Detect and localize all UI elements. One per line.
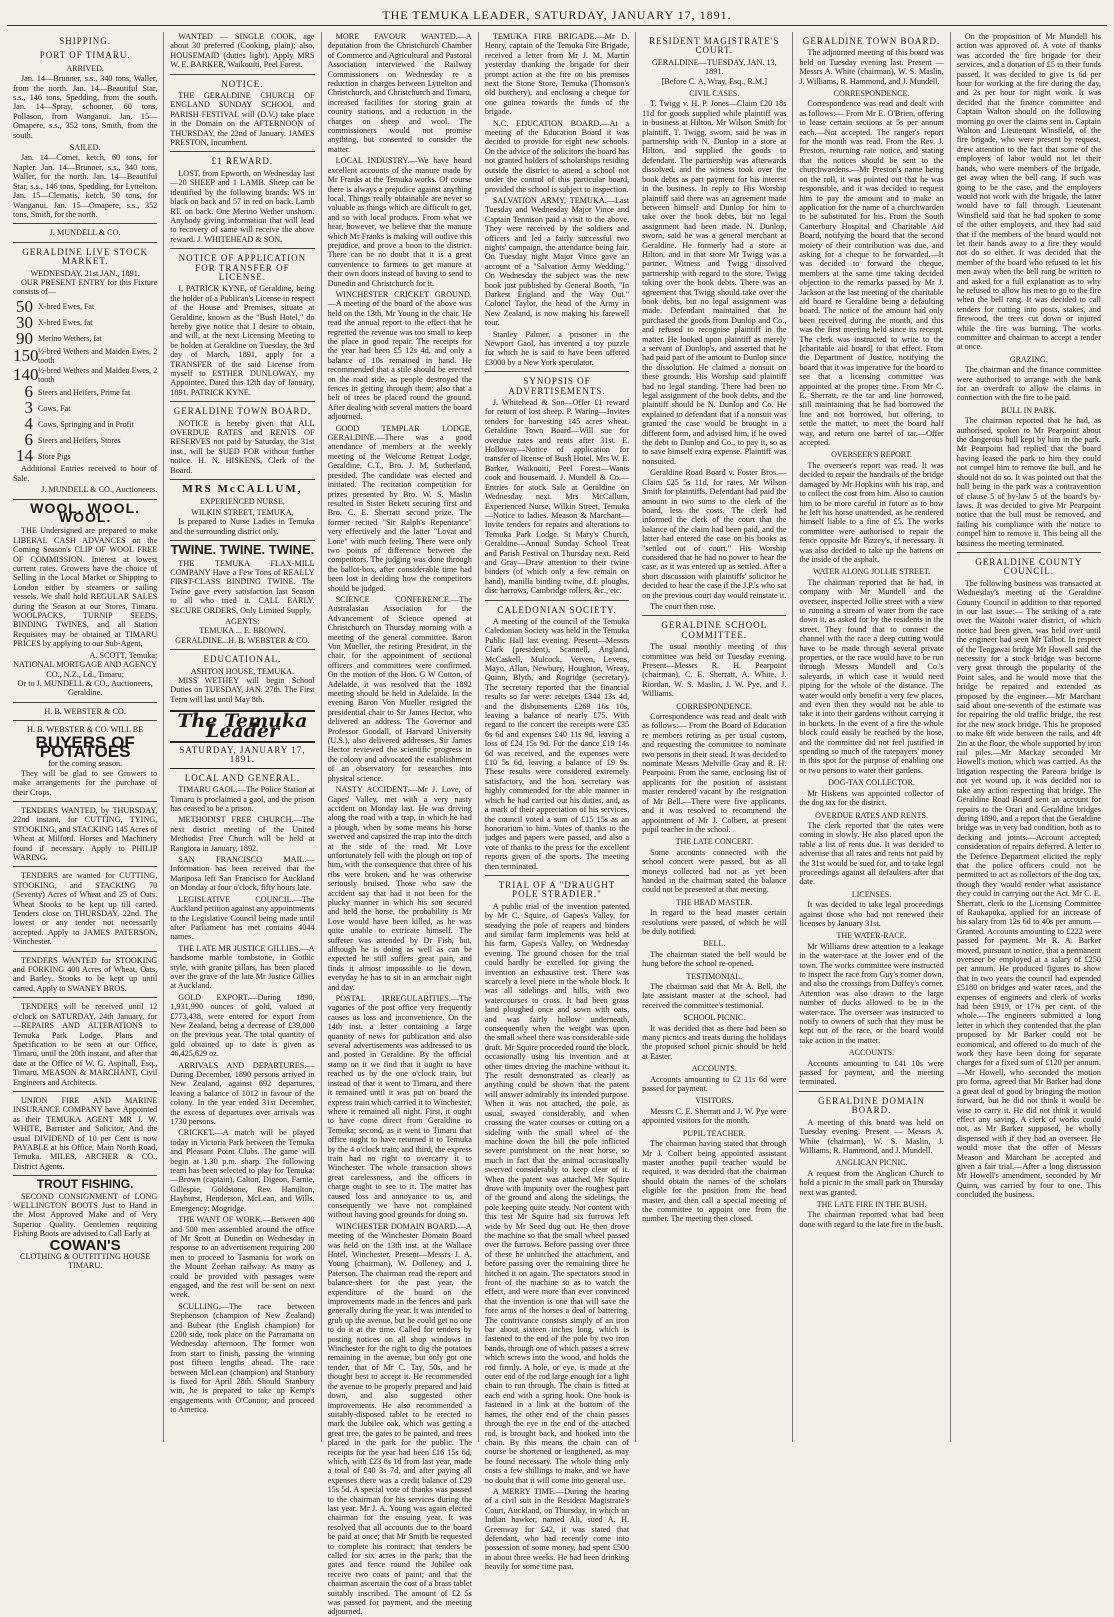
wool-nma: NATIONAL MORTGAGE AND AGENCY CO., N.Z., Ld., Timaru; [13, 660, 158, 679]
divider [13, 1091, 157, 1092]
stock-count: 50 [16, 296, 33, 316]
twine-banner: TWINE. TWINE. TWINE. [170, 542, 315, 558]
agents-list: TEMUKA ... E. BROWN. GERALDINE...H. B. WEBSTER & CO. [175, 626, 310, 645]
news-item: LOCAL INDUSTRY.—We have heard excellent accounts of the manure made by Mr Franks at the Temuka works. Of course there is always a prejudice against anything local. Things really obtainable are never so valuable as things which are difficult to get, and so with local products. From what we hear, however, we believe that the manure which Mr Franks is making will outlive this prejudice, and prove a boon to the district. There can be no doubt that it is a great convenience to farmers to get manure at their own doors instead of having to send to Dunedin and Christchurch for it. [327, 156, 472, 288]
school-corr: Correspondence was read and dealt with as follows:— From the Board of Education re members retiring as per usual custom, and requesting the committee to nominate two persons in their stead. It was decided to nominate Messrs Melville Gray and R. H. Pearpoint. From the same, enclosing list of applicants for the position of assistant master rendered vacant by the resignation of Mr Bell.—There were five applicants, and it was resolved to recommend the appointment of Mr J. Colbert, at present pupil teacher in the school. [642, 712, 787, 834]
school-heading: GERALDINE SCHOOL COMMITTEE. [661, 620, 768, 640]
visitors-text: Messrs C. E. Sherratt and J. W. Pye were appointed visitors for the month. [642, 1106, 787, 1126]
livestock-heading: GERALDINE LIVE STOCK MARKET. [22, 246, 149, 267]
divider [799, 1091, 943, 1092]
rates-heading: OVERDUE RATES AND RENTS. [815, 810, 928, 820]
stock-desc: X-bred Ewes, fat [38, 318, 93, 328]
nurse-sub: EXPERIENCED NURSE, [199, 497, 285, 507]
column-1 [7, 32, 164, 1442]
wool-text: THE Undersigned are prepared to make LIBERAL CASH ADVANCES on the Coming Season's CLIP OF WOOL FREE OF COMMISSION. Interest at lowest current rates. Growers have the choice of Selling in the Local Market or Shipping to London either by steamers or sailing vessels. We shall hold REGULAR SALES during the Season at our Stores, Timaru. WOOLPACKS, TURNIP SEEDS, BINDING TWINES, and all Station Requisites may be obtained at TIMARU PRICES by applying to our Sub-Agent, [13, 526, 158, 649]
divider [13, 1175, 157, 1176]
license-heading: NOTICE OF APPLICATION FOR TRANSFER OF LICENSE. [178, 253, 307, 282]
waterrace-text: Mr Williams drew attention to a leakage in the water-race at the lower end of the town. The works committee were instructed to inspect the race from Guy's corner down, and also the crossings from Duffey's corner. Attention was also drawn to the large number of ducks allowed to be in the water-race. The overseer was instructed to notify to owners of such that they must be kept out of the race, or the board would take action in the matter. [799, 941, 944, 1045]
news-item: POSTAL IRREGULARITIES.—The vagaries of the post office very frequently causes us loss and inconvenience. On the 14th inst. a letter containing a large quantity of news for publication and also several advertisements was addressed to us and posted in Geraldine. By the official stamp on it we find that it ought to have reached us by the one o'clock train, but instead of that it went to Timaru, and there it remained until it was put on board the express train which carried it to Winchester, where it remained all night. First, it ought to have come direct from Geraldine to Temuka; second, as it went to Timaru that office ought to have returned it to Temuka by the 4 o'clock train; and third, the express train had no right to overcarry it to Winchester. The whole transaction shows great carelessness, and the officers in charge ought to see to it. The matter has caused loss and annoyance to us, and consequently we have not complained without having good grounds for doing so. [327, 994, 472, 1220]
divider [485, 600, 629, 601]
visitors-heading: VISITORS. [695, 1096, 734, 1106]
port-heading: PORT OF TIMARU. [39, 50, 131, 61]
notice-heading: NOTICE. [221, 78, 264, 89]
court-case: Geraldine Road Board v. Foster Bros.—Claim £25 5s 11d, for rates. Mr Wilson Smith for plaintiffs. Defendant had paid the amount in two sums to the clerk of the board, less the costs. The clerk had informed the clerk of the court that the balance of the claim had been paid, and the latter had entered the case on his books as "settled out of court." His Worship considered that he had no power to hear the case, as it was entered up as settled. After a short discussion with plaintiffs' solicitor he decided to hear the case if the J.P.'s who sat on the previous court day would reinstate it. [642, 468, 787, 600]
column-5 [636, 32, 793, 1442]
divider [170, 649, 314, 650]
accounts-heading: ACCOUNTS. [691, 1064, 737, 1074]
column-6 [793, 32, 950, 1442]
caledonian-heading: CALEDONIAN SOCIETY. [497, 604, 617, 615]
wool-agent: A. SCOTT, Temuka; [89, 650, 158, 660]
news-item: WINCHESTER DOMAIN BOARD.—A meeting of the Winchester Domain Board was held on the 13th inst. at the Wallace Hotel, Winchester. Present—Messrs J. A. Young (chairman), W. Dolleney, and J. Paterson. The chairman read the report and balance-sheet for the past year, the expenditure of the board on the improvements made in the fences and park generally during the year. It was intended to grub up the avenue, but he could get no one to do it at the time. Called for tenders by posting notices on all shop windows in Winchester for the right to dig the potatoes remaining in the avenue, but only got one tender, that of Mr C. Tay, 50s, and he thought best to accept it. He recommended the avenue to be properly prepared and laid down, and also suggested other improvements. He also recommended a suitably-disposed tablet to be erected to mark the Jubilee oak, which was getting a great tree, the gates to be painted, and trees placed in the park for the public. The receipts for the year had been £16 15s 6d, which, with £23 8s 1d from last year, made a total of £40 3s 7d, and after paying all expenses there was a credit balance of £29 15s 5d. A special vote of thanks was passed to the chairman for his services during the last year. Mr J. A. Young was again elected chairman for the ensuing year. It was resolved that all accounts due to the board be paid at once; that Mr Smith be requested to complete his contract; that tenders be called for six acres in the park; that the gates and fence round the Jubilee oak receive two coats of paint; and that the chairman ascertain the cost of a brass tablet suitably inscribed. The amount of £2 5s was passed for payment, and the meeting adjourned. [327, 1221, 472, 1617]
columns [7, 32, 1107, 1617]
stock-desc: ½-bred Wethers and Maiden Ewes, 2 tooth [38, 365, 158, 384]
stock-count: 4 [24, 414, 33, 434]
divider [13, 801, 157, 802]
overseer-text: The overseer's report was read. It was decided to repair the handrails of the bridge damaged by Mr Hopkins with his trap, and to collect the cost from him. Also to caution him to be more careful in future as to how he left his horse unattended, as he rendered himself liable to a fine of £5. The works committee were authorised to repair the fence opposite Mr Pizzey's, if necessary. It was also decided to take up the battens on the inside of the asphalt. [799, 460, 944, 564]
trial-text: A public trial of the invention patented by Mr C. Squire, of Gapes's Valley, for steadying the pole of reapers and binders and similar farm implements was held at his farm, Gapes's Valley, on Wednesday evening. The ground chosen for the trial could hardly be excelled for giving the invention an exhaustive test. There was scarcely a level piece in the whole block. It was all sidelings and hills, with two watercourses to cross. It had been grass land ploughed once and sown with oats, and was fairly hollow underneath, consequently when the weight was upon the small wheel there was considerable side draft. Mr Squire proceeded round the block, occasionally using his invention and at other times driving the machine without it. The result demonstrated as clearly as anything could be shown that the patent will answer admirably its intended purpose. When it was not attached, the pole, as usual, swayed considerably, and when crossing the water courses or cutting on a sideling with the small wheel of the machine down the hill the pole inflicted severe punishment on the near horse, so much in fact that the animal occasionally swerved considerably to keep clear of it. When the patent was attached Mr Squire drove with impunity over the roughest part of the ground and along the sidelings, the pole keeping quite steady. Not content with this test Mr Squire had six furrows left wide by Mr Seed dug out. He then drove the machine so that the small wheel passed over the furrows. Before passing over three of these he unhitched the attachment, and before passing over the remaining three he hitched it on again. The spectators stood in front of the machine so as to watch the effect, and were more than ever convinced that the invention is one that will save the fore arms of the horses a deal of battering. The contrivance consists simply of an iron bar about sixteen inches long, which is fastened to the end of the pole by two iron bands, through one of which passes a screw which screws into the wood, and holds the rod firmly. A hole, or eye, is made at the outer end of the rod large enough for a light chain to run through. The chain is fitted at each end with a spring hook. One hook is fastened in a link at the bottom of the hames, the other end of the chain passes through the eye in the end of the attached rod, is brought back, and hooked into the chain. By this means the chain can of course be shortened or lengthened, as may be found necessary. The whole thing only costs a few shillings to make, and we have no doubt that it will come into general use. [484, 901, 630, 1485]
notice-text: THE GERALDINE CHURCH OF ENGLAND SUNDAY SCHOOL and PARISH FESTIVAL will (D.V.) take place in the Domain on the AFTERNOON of THURSDAY, the 22nd of January. JAMES PRESTON, Incumbent. [170, 91, 315, 148]
board-text: NOTICE is hereby given that ALL OVERDUE RATES and RENTS OF RESERVES not paid by Saturday, the 31st inst., will be SUED FOR without further notice. H. N. HISKENS, Clerk of the Board. [170, 418, 315, 475]
webster-header: H. B. WEBSTER & CO. [44, 706, 126, 716]
bushfire-text: The chairman reported what had been done with regard to the late fire in the bush. [799, 1210, 944, 1229]
court-heading: RESIDENT MAGISTRATE'S COURT. [649, 36, 780, 56]
potatoes-text: They will be glad to see Growers to make arrangements for the purchase of their Crops. [13, 768, 158, 797]
tenders-waring: TENDERS WANTED, by THURSDAY, 22nd instant, for CUTTING, TYING, STOOKING, and STACKING 145 Acres of Wheat at Milford. Horses and Machinery found if necessary. Apply to PHILIP WARING. [13, 805, 158, 862]
trial-heading: TRIAL OF A "DRAUGHT POLE STRADIER." [498, 879, 616, 900]
tenders-swaney: TENDERS WANTED for STOOKING and FORKING 400 Acres of Wheat, Oats, and Barley. Stooks to be kept up until carted. Apply to SWANEY BROS. [13, 955, 158, 993]
local-item: SAN FRANCISCO MAIL.—Information has been received that the Mariposa left San Francisco for Auckland on Monday at four o'clock, fifty hours late. [170, 855, 315, 893]
domain-text: A meeting of this board was held on Tuesday evening. Present — Messrs A. White (chairman), W. S. Maslin, J. Williams, R. Hammond, and J. Mundell. [799, 1117, 944, 1155]
reward-heading: £1 REWARD. [211, 156, 274, 167]
divider [13, 720, 157, 721]
column-4 [479, 32, 636, 1572]
mundell-header: J. MUNDELL & CO. [49, 228, 121, 238]
stock-count: 6 [24, 382, 33, 402]
newspaper-page [7, 6, 1107, 1617]
shipping-heading: SHIPPING. [59, 36, 112, 46]
synopsis-text: J. Whitehead & Son—Offer £1 reward for return of lost sheep. P. Waring—Invites tenders for harvesting 145 acres wheat. Geraldine Town Board—Will sue for overdue rates and rents after 31st. E. Holloway—Notice of application for transfer of license of Bush Hotel. Mrs W. E. Barker, Waikouiti, Peel Forest—Wants cook and housemaid. J. Mundell & Co.—Entries for stock Sale at Geraldine on Wednesday next. Mrs McCallum, Experienced Nurse, Wilkin Street, Temuka—Notice to ladies. Meason & Marchant—Invite tenders for repairs and alterations to Temuka Park Lodge. St Mary's Church, Geraldine—Annual Sunday School Treat and Parish Festival on Thursday next. Reid and Gray—Draw attention to their twine binders (of which only a few remain on hand), manilla binding twine, d.f. ploughs, disc harrows, Cambridge rollers, &c., etc. [484, 398, 630, 596]
bull-heading: BULL IN PARK. [1001, 405, 1057, 415]
local-item: SCULLING.—The race between Stephenson (champion of New Zealand) and Bubear (the English champion) for £200 side, took place on the Parramatta on Wednesday afternoon. The former won from start to finish, passing the winning post fifteen lengths ahead. The race between McLean (champion) and Stanbury is fixed for April 28th. Should Stanbury win, he is prepared to take up Kemp's engagements with O'Connor, and proceed to America. [170, 1301, 315, 1415]
dogtax-text: Mr Hiskens was appointed collector of the dog tax for the district. [799, 788, 944, 808]
merry-time: A MERRY TIME.—During the hearing of a civil suit in the Resident Magistrate's Court, Auckland, on Thursday, in which an Indian hawker, named Ali, sued A. H. Greenway for £42, it was stated that defendant, who had recently come into possession of some money, had spent £500 in about three weeks. He had been drinking heavily for some time past, [484, 1486, 630, 1572]
cowan-banner: COWAN'S [49, 1236, 121, 1254]
edu-text: MISS WETHEY will begin School Duties on TUESDAY, JAN. 27th. The First Term will last until May 8th. [170, 675, 315, 704]
news-item: MORE FAVOUR WANTED.—A deputation from the Christchurch Chamber of Commerce and Agricultural and Pastoral Association interviewed the Railway Commissioners on Wednesday re a reduction in charges between Lyttelton and Christchurch, and Christchurch and Timaru, increased facilities for storing grain at country stations, and a reduction in the charges on sheep and wool. The commissioners would not promise anything, but consented to consider the matter. [327, 32, 472, 154]
divider [170, 401, 314, 402]
stock-desc: Store Pigs [38, 451, 71, 461]
union-insurance: UNION FIRE AND MARINE INSURANCE COMPANY have Appointed as their TEMUKA AGENT MR J. W. WHITE, Barrister and Solicitor, And the usual DIVIDEND of 10 per Cent is now PAYABLE at his Office, Main North Road, Temuka. MILES, ARCHER & CO., District Agents. [13, 1095, 158, 1171]
trout-banner: TROUT FISHING. [36, 1177, 134, 1192]
local-item: GOLD EXPORT.—During 1890, 1,931,990 ounces of gold, valued at £773,438, were entered for export from New Zealand, being a decrease of £39,000 on the previous year. The total quantity of gold obtained up to date is given as 46,425,629 oz. [170, 992, 315, 1059]
livestock-date: WEDNESDAY, 21st JAN., 1891. [30, 268, 140, 278]
stock-desc: Cows, Fat [38, 403, 71, 413]
wool-or: Or to J. MUNDELL & CO., Auctioneers, Geraldine. [17, 678, 153, 698]
divider [13, 702, 157, 703]
potatoes-banner: BUYERS OF POTATOES [35, 732, 135, 761]
local-item: THE WANT OF WORK.—Between 400 and 500 men assembled around the office of Mr Scott at Dunedin on Wednesday in response to an advertisement requiring 200 men to proceed to Tasmania for work on the Mount Zeehan railway. As many as could be provided with passages were engaged, and the rest will be sent on next week. [170, 1215, 315, 1300]
school-text: The usual monthly meeting of this committee was held on Tuesday evening. Present—Messrs R. H. Pearpoint (chairman), C. E. Sherratt, A. White, J. Riordan, W. S. Maslin, J. W. Pye, and J. Williams. [642, 642, 787, 699]
twine-text: THE TEMUKA FLAX-MILL COMPANY Have a Few Tons of REALLY FIRST-CLASS BINDING TWINE. The Twine gave every satisfaction last Season to all who tried it. CALL EARLY. SECURE ORDERS, Only Limited Supply. [170, 558, 315, 615]
dateline: SATURDAY, JANUARY 17, 1891. [170, 746, 314, 769]
cook-wanted: WANTED — SINGLE COOK, age about 30 preferred (Cooking, plain); also, HOUSEMAID (duties light). Apply MRS W. E. BARKER, Waikouiti, Peel Forest. [170, 32, 315, 70]
synopsis-heading: SYNOPSIS OF ADVERTISEMENTS. [508, 376, 606, 396]
divider [13, 866, 157, 867]
local-item: TIMARU GAOL.—The Police Station at Timaru is proclaimed a gaol, and the prison has ceased to be a prison. [170, 785, 315, 814]
stock-row [13, 416, 157, 432]
stock-row [13, 296, 157, 316]
license-text: I, PATRICK KYNE, of Geraldine, being the holder of a Publican's License in respect of the House and Premises, situate at Geraldine, known as the "Bush Hotel," do hereby give notice that I desire to obtain, and will, at the next Licensing Meeting to be holden at Geraldine on Tuesday, the 3rd day of March, 1891, apply for a TRANSFER of the said License from myself to ESTHER DUNLOWAY, my Appointee. Dated this 12th day of January, 1891. PATRICK KYNE. [170, 284, 315, 397]
news-item: SCIENCE CONFERENCE.—The Australasian Association for the Advancement of Science opened at Christchurch on Thursday morning with a meeting of the general committee. Baron Von Mueller, the retiring President, in the chair, for the appointment of sectional officers and committees were confirmed. On the motion of the Hon. G W Cotton, of Adelaide, it was resolved that the 1892 meeting should be held in Adelaide. In the evening Baron Von Mueller resigned the presidential chair to Sir James Hector, who delivered an address. The Governor and Professor Goodall, of Harvard University (U.S.), also delivered addresses. Sir James Hector reviewed the scientific progress in the colony and advocated the establishment of an observatory for researches into physical science. [327, 594, 472, 783]
nurse-place: WILKIN STREET, TEMUKA, [191, 507, 294, 517]
domain-heading: GERALDINE DOMAIN BOARD. [818, 1095, 925, 1116]
council-text: The following business was transacted at Wednesday's meeting of the Geraldine County Council in addition to that reported in our last issue:— The striking of a rate over the Waitohi water district, of which notice had been given, was held over until the engineer had seen Mr Talbot. In respect of the Tengawai bridge Mr Howell said the necessity for a stock bridge was become very great through the popularity of the Point sales, and he would move that the bridge be repaired and extended as proposed by the engineer.—Mr Marchant said about one-seventh of the estimate was for repairing the old traffic bridge, the rest for the new stock bridge. This he proposed to make 6ft wide between the rails, and 4ft 2in at the floor, the whole supported by iron rail piles.—Mr Mackay seconded Mr Howell's motion, which was carried. As the litigation respecting the Pareora bridge is not yet wound up, it was decided not to take any action respecting that bridge. The Geraldine Road Board sent an account for repairs to the Orari and Geraldine bridges during 1890, and a report that the Geraldine bridge was in very bad condition, both as to decking and joints.—Account accepted; consideration of repairs deferred. A letter to the Defence Department elicited the reply that the police officers could not be permitted to act as collectors of the dog tax, though they would render what assistance they could in carrying out the Act. Mr C. E. Sherratt, clerk to the Licensing Committee of Raukapuka, applied for an increase of his salary from 12s 6d to 40s per annum.—Granted. Accounts amounting to £222 were passed for payment. Mr R. A. Barker moved, pursuant to notice, that a permanent overseer be employed at a salary of £250 per annum. He produced figures to show that in two years the council had expended £5180 on bridges and water races, and the expenses of engineers and clerk of works had been £919, or 17¾ per cent. of the whole.—The engineers submitted a long letter in which they contended that the plan proposed by Mr Barker could not be economical, and offered to do much of the work they have been doing for separate charges for a fixed sum of £120 per annum.—Mr Howell, who seconded the motion pro forma, agreed that Mr Barker had done a great deal of good by bringing the motion forward, but he did not think it would be wise to carry it. He did not think it would effect any saving. A clerk of works could not, as Mr Barker supposed, be wholly dispensed with if they had an overseer. He would move that the offer of Messrs Meason and Marchant be accepted and given a fair trial.—After a long discussion Mr Howell's amendment, seconded by Mr Quinn, was carried by four to one. This concluded the business. [956, 578, 1101, 1200]
dogtax-heading: DOG-TAX COLLECTOR. [828, 778, 915, 788]
divider [13, 223, 157, 224]
stock-count: 3 [24, 398, 33, 418]
divider [485, 875, 629, 876]
nurse-name: MRS McCALLUM, [182, 483, 303, 496]
court-end: The court then rose. [650, 601, 716, 611]
stock-desc: Steers and Heifers, Prime fat [38, 387, 131, 397]
testimonial-heading: TESTIMONIAL. [686, 971, 743, 981]
accounts-text: Accounts amounting to £2 11s 6d were passed for payment. [642, 1074, 787, 1094]
news-item: NASTY ACCIDENT.—Mr J. Love, of Gapes' Valley, met with a very nasty accident on Monday last. He was driving along the road with a trap, in which he had a plough, when by some means his horse swerved and capsized the trap into the ditch at the side of the road. Mr Love unfortunately fell with the plough on top of him, with the consequence that three of his ribs were broken, and he was otherwise seriously bruised. Those who saw the accident say that had it not been for the plucky manner in which his son secured and held the horse, the probability is Mr Love would have been killed, as he was quite unable to extricate himself. The sufferer was attended by Dr Fish, but, although he is doing as well as can be expected he still suffers great pain, and finds it almost impossible to lie down, everyday he has to sit in an armchair night and day. [327, 785, 472, 992]
court-before: [Before C. A. Wray, Esq., R.M.] [661, 76, 767, 86]
corr-heading: CORRESPONDENCE. [676, 701, 753, 711]
testimonial-text: The chairman said that Mr A. Bell, the late assistant master at the school, had received the committee's testimonial. [642, 982, 787, 1010]
divider [642, 615, 786, 616]
stock-list [13, 296, 158, 466]
bushfire-heading: THE LATE FIRE IN THE BUSH. [816, 1199, 927, 1209]
news-item: N.C. EDUCATION BOARD.—At a meeting of the Education Board it was decided to provide for eight new schools. On the advice of the solicitors the board has not granted holders of scholarships residing outside the district to attend a school not under the control of this particular board, provided the school is subject to inspection. [484, 118, 630, 194]
stock-row [13, 347, 157, 366]
court-case: T. Twigg v. H. P. Jones—Claim £20 18s 11d for goods supplied while plaintiff was in business at Hilton. Mr Wilson Smith for plaintiff. T. Twigg, sworn, said he was in partnership with N. Dunlop in a store at Hilton, and supplied the goods to defendant. The partnership was afterwards dissolved, and the witness took over the book debts as part payment for his interest in the business. In reply to His Worship plaintiff said there was an agreement made between himself and Dunlop for him to take over the book debts, but no legal assignment had been made. N. Dunlop, sworn, said he was a general merchant at Geraldine. He formerly had a store at Hilton, and in that store Mr Twigg was a partner. Witness and Twigg dissolved partnership with regard to the store, Twigg taking over the book debts. There was an agreement that Twigg should take over the book debts, but no legal assignment was made. Defendant maintained that he purchased the goods from Dunlop and Co., and refused to recognise plaintiff in the matter. He looked upon plaintiff as merely a servant of Dunlop's, and asserted that he had paid part of the amount to Dunlop since the dissolution. He claimed a nonsuit on these grounds. His Worship said plaintiff had no legal standing. There had been no legal assignment of the book debts, and the plaintiff should be N. Dunlop and Co. He explained to defendant that if a nonsuit was granted the case would be brought in a different form, and advised him, if he owed the debt to Dunlop and Co., to pay it, so as to save himself extra expense. Plaintiff was nonsuited. [642, 99, 787, 466]
townboard-text: The adjourned meeting of this board was held on Tuesday evening last. Present — Messrs A. White (chairman), W. S. Maslin, J. Williams, R. Hammond, and J. Mundell. [799, 48, 944, 86]
townboard-heading: GERALDINE TOWN BOARD. [802, 36, 941, 46]
licenses-heading: LICENSES. [851, 889, 892, 899]
column-3 [322, 32, 479, 1617]
stock-count: 140 [13, 364, 39, 384]
news-item: Stanley Palmer, a prisoner in the Newport Gaol, has invented a toy puzzle for which he is said to have been offered £3000 by a New York speculator. [484, 329, 630, 367]
grazing-heading: GRAZING. [1009, 354, 1048, 364]
wool-banner: WOOL. WOOL. WOOL. [30, 499, 141, 525]
edu-heading: EDUCATIONAL. [203, 654, 282, 665]
local-item: THE LATE MR JUSTICE GILLIES.—A handsome marble tombstone, in Gothic style, with granite pillars, has been placed over the grave of the late Mr Justice Gillies at Auckland. [170, 943, 315, 991]
pupil-text: The chairman having stated that through Mr J. Colbert being appointed assistant master another pupil teacher would be required, it was decided that the chairman should obtain the names of the scholars eligible for the position from the head master, and then call a special meeting of the committee to appoint one from the number. The meeting then closed. [642, 1139, 787, 1224]
accounts-heading: ACCOUNTS. [848, 1048, 895, 1058]
stock-desc: Merino Wethers, fat [38, 334, 102, 344]
picnic-text: It was decided that as there had been so many picnics and treats during the holidays the proposed school picnic should be held at Easter. [642, 1023, 787, 1061]
stock-desc: Steers and Heifers, Stores [38, 435, 121, 445]
news-item: TEMUKA FIRE BRIGADE.—Mr D. Henry, captain of the Temuka Fire Brigade, received a letter from Mr J. M. Martin yesterday thanking the brigade for their prompt action at the fire on his premises next the Stone Store, Temuka (Thomson's old butchery), and enclosing a cheque for one guinea towards the funds of the brigade. [484, 32, 630, 117]
webster-will: H. B. WEBSTER & CO. WILL BE [27, 725, 144, 735]
bull-text: The chairman reported that he had, as authorised, spoken to Mr Pearpoint about the dangerous bull kept by him in the park. Mr Pearpoint had replied that the board having leased the park to him they could not compel him to remove the bull, and he should not do so. It was pointed out that the bull being in the park was a contravention of clause 5 of by-law 5 of the board's by-laws. It was decided to give Mr Pearpoint notice that the bull must be removed, and failing his compliance with the notice to compel him to remove it. This being all the business the meeting terminated. [956, 416, 1101, 548]
local-item: LEGISLATIVE COUNCIL.—The Auckland petition against any appointments to the Legislative Council being made until after Parliament has met contains 4044 names. [170, 894, 315, 942]
concert-heading: THE LATE CONCERT. [675, 837, 753, 847]
stock-row [13, 384, 157, 400]
licenses-text: It was decided to take legal proceedings against those who had not renewed their licenses by January 31st. [799, 900, 944, 928]
anglican-text: A request from the Anglican Church to hold a picnic in the small park on Thursday next was granted. [799, 1168, 944, 1197]
accounts-text: Accounts amounting to £41 10s were passed for payment, and the meeting terminated. [799, 1058, 944, 1087]
stock-row [13, 366, 157, 385]
townboard-corr: Correspondence was read and dealt with as follows:— From Mr E. O'Brien, offering to lease certain sections at 5s per annum each.—Not accepted. The ranger's report for the month was read. From the Rev. J. Preston, returning rate notice, and stating that the notices should be sent to the churchwardens.—Mr Preston's name being on the roll, it was pointed out that he was responsible, and it was decided to request him to pay the amount and to make an application for the name of a churchwarden to be substituted for his. From the South Canterbury Hospital and Charitable Aid Board, notifying the board that the second moiety of their contribution was due, and asking for a cheque to be forwarded.—It was decided to forward the cheque, members at the same time taking decided objection to the remarks passed by Mr J. Jackson at the last meeting of the charitable aid board re Geraldine being a defaulting board. The notice of the amount had only been received during the month, and this was the first meeting held since its receipt. The clerk was instructed to write to the [charitable aid board] to that effect. From the Department of Justice, notifying the board that it was imperative for the board to see that a licensing committee was appointed at the proper time. From Mr C. E. Sherratt, re the tar and line borrowed, still maintaining that he had borrowed the line and not borrowed, but offering, to settle the matter, to meet the board half way, and return one barrel of tar.—Offer accepted. [799, 99, 944, 448]
divider [170, 151, 314, 152]
bell-heading: BELL. [703, 939, 726, 949]
master-heading: THE HEAD MASTER. [676, 897, 753, 907]
edu-sub: ASHTON HOUSE, TEMUKA. [190, 666, 295, 676]
column-7 [951, 32, 1107, 1442]
rates-text: The clerk reported that the rates were coming in slowly. He also placed upon the table a list of rents due. It was decided to advertise that all rates and rents not paid by the 31st would be sued for, and to take legal proceedings against all defaulters after that date. [799, 820, 944, 887]
local-item: METHODIST FREE CHURCH.—The next district meeting of the United Methodist Free Church will be held at Rangiora in January, 1892. [170, 815, 315, 853]
stock-desc: Cows, Springing and in Profit [38, 419, 134, 429]
council-heading: GERALDINE COUNTY COUNCIL. [975, 556, 1083, 577]
stock-row [13, 400, 157, 416]
local-item: CRICKET.—A match will be played today in Victoria Park between the Temuka and Pleasant Point Clubs. The game will begin at 1.30 p.m. sharp. The following team has been selected to play for Temuka:—Brown (captain), Calton, Digeon, Farnie, Gillespie, Goldstone, Rev. Hamilton, Hayhurst, Henderson, McLean, and Wills. Emergency: Mogridge. [170, 1128, 315, 1213]
news-item: GOOD TEMPLAR LODGE, GERALDINE.—There was a good attendance of members at the weekly meeting of the Welcome Retreat Lodge, Geraldine, C.T., Bro. J. M. Sutherland, presided. The candidate was elected and initiated. The recitation competition for prizes presented by Bro. W. S. Maslin resulted in Sister Bekett securing first and Bro. C. E. Sherratt second prize. The former recited "Sir Ralph's Repentance" very effectively and the latter "Lovat and Lone" with much feeling. There were only two points of difference between the competitors. The judging was done through the ballot-box, after considerable time had been lost in deciding how the competitors should be judged. [327, 423, 472, 593]
stock-row [13, 432, 157, 448]
divider [170, 74, 314, 75]
sailed-heading: SAILED. [69, 143, 101, 153]
water-heading: WATER ALONG JOLLIE STREET. [812, 567, 931, 577]
concert-text: Some accounts connected with the school concert were passed, but as all moneys collected had not as yet been handed in the chairman stated the balance could not be presented at that meeting. [642, 847, 787, 895]
stock-row [13, 312, 157, 332]
local-heading: LOCAL AND GENERAL. [184, 772, 301, 783]
water-text: The chairman reported that he had, in company with Mr Mundell and the overseer, inspected Jollie street with a view to running a stream of water from the race down it, as asked for by the residents in the street. They found that to connect the channel with the race a deep cutting would have to be made through several private properties, or the race would have to be run through Messrs Mundell and Co.'s saleyards, in which case it would need piping for the whole of the distance. The water would only benefit a very few places, and even then they would not be able to take it into their gardens without carrying it in buckets. In the event of a fire the whole block could easily be reached by the hose, and the committee did not feel justified in spending so much of the ratepayers' money in this spot for the purpose of enabling one or two persons to water their gardens. [799, 577, 944, 775]
local-item: ARRIVALS AND DEPARTURES.—During December, 1890 persons arrived in New Zealand, against 692 departures, leaving a balance of 1012 in favour of the colony. In the year ended 31st December, the excess of departures over arrivals was 1730 persons. [170, 1060, 315, 1127]
caledonian-text: A meeting of the council of the Temuka Caledonian Society was held in the Temuka Public Hall last evening. Present—Messrs Clark (president), Scannell, Angland, McCaskell, Mulcock, Veiven, Levens, Mayo, Allan, Newbury, Houghton, Wreay, Quinn, Blyth, and Rogridge (secretary). The secretary reported that the financial results so far were: receipts £344 13s 4d, and the disbursements £269 16s 10s, leaving a balance of nearly £75. With regard to the concert the receipts were £35 6s 6d and expenses £40 11s 9d, leaving a loss of £24 15s 9d. For the dance £19 14s 6d was received, and the expenses were £10 5s 6d, leaving a balance of £9 9s. These results were considered extremely satisfactory, and the hon. secretary was highly commended for the able manner in which he had carried out his duties, and, as a mark of their appreciation of his services, the council voted a sum of £15 15s as an honorarium to him. Votes of thanks to the judges and papers were passed, and also a vote of thanks to the press for the excellent reports given of the sports. The meeting then terminated. [484, 616, 630, 871]
divider [485, 371, 629, 372]
waterrace-heading: THE WATER-RACE. [836, 931, 907, 941]
livestock-sign: J. MUNDELL & CO., Auctioneers. [41, 485, 158, 495]
tenders-meason: TENDERS will be received until 12 o'clock on SATURDAY, 24th January, for—REPAIRS AND ALTERATIONS to Temuka Park Lodge. Plans and Specification to be seen at our Office, Timaru, until the 20th instant, and after that date at the Office of W. G. Aspinall, Esq., Timaru. MEASON & MARCHANT, Civil Engineers and Architects. [13, 1002, 158, 1087]
stock-count: 90 [16, 328, 33, 348]
stock-row [13, 328, 157, 348]
corr-heading: CORRESPONDENCE. [833, 89, 910, 99]
divider [170, 248, 314, 249]
stock-row [13, 448, 157, 464]
column-2 [164, 32, 321, 1442]
arrived-heading: ARRIVED. [66, 63, 104, 73]
stock-count: 6 [24, 430, 33, 450]
arrived-list: Jan. 14—Brunner, s.s., 340 tons, Waller, from the north. Jan. 14—Beautiful Star, s.s., 146 tons, Spedding, from the south. Jan. 14—Spray, schooner, 60 tons, Pollason, from Wanganui. Jan. 15—Omapere, s.s., 352 tons, Smith, from the south. [13, 74, 158, 140]
divider [13, 997, 157, 998]
potatoes-sub: for the coming season. [48, 759, 123, 769]
trout-text: SECOND CONSIGNMENT of LONG WELLINGTON BOOTS Just to Hand in the Most Approved Make and of Very Superior Quality. Gentlemen requiring Fishing Boots are advised to Call Early at [13, 1191, 158, 1239]
cowan-sub: CLOTHING & OUTFITTING HOUSE TIMARU. [19, 1252, 151, 1271]
news-item: WINCHESTER CRICKET GROUND.—A meeting of the board of the above was held on the 13th, Mr Young in the chair. He read the annual report to the effect that he regretted the revenue was too small to keep the place in good repair. The receipts for the year had been £5 12s 4d, and only a balance of 10s remained in hand. He recommended that a stile should be erected on the road side, as people destroyed the fences in getting through them; also that a belt of trees be placed round the ground. After dealing with several matters the board adjourned. [327, 289, 472, 422]
reward-text: LOST, from Epworth, on Wednesday last—20 SHEEP and 1 LAMB. Sheep can be identified by the following brands: WS in black on back and 57 in red on back. Lamb RT. on back. One Merino Wether unshorn. Anybody giving information that will lead to recovery of same will receive the above reward. J. WHITEHEAD & SON. [170, 168, 315, 244]
newspaper-nameplate: The Temuka Leader [170, 710, 314, 743]
divider [170, 540, 314, 541]
nurse-text: Is prepared to Nurse Ladies in Temuka and the surrounding district only. [170, 517, 315, 536]
stock-count: 14 [16, 446, 33, 466]
stock-count: 30 [16, 312, 33, 332]
civil-heading: CIVIL CASES. [689, 89, 740, 99]
board-heading: GERALDINE TOWN BOARD. [173, 406, 312, 417]
divider [13, 951, 157, 952]
stock-count: 150 [13, 346, 39, 366]
divider [13, 242, 157, 243]
pupil-heading: PUPIL TEACHER. [682, 1128, 746, 1138]
divider [170, 479, 314, 480]
stock-desc: ½-bred Wethers and Maiden Ewes, 2 tooth [38, 346, 158, 366]
court-date: GERALDINE—TUESDAY, JAN. 13, 1891. [651, 57, 777, 77]
sailed-list: Jan. 14—Comet, ketch, 60 tons, for Napier. Jan. 14—Brunner, s.s., 340 tons, Waller, for the north. Jan. 14—Beautiful Star, s.s., 146 tons, Spedding, for Lyttelton. Jan. 15—Clematis, ketch, 50 tons, for Wanganui. Jan. 15—Omapere, s.s., 352 tons, Smith, for the north. [13, 153, 158, 219]
tenders-paterson: TENDERS are wanted for CUTTING, STOOKING, and STACKING 70 (Seventy) Acres of Wheat and 25 of Oats. Wheat Stooks to be kept up till carted. Tenders close on THURSDAY, 22nd. The lowest or any tender not necessarily accepted. Apply to JAMES PATERSON, Winchester. [13, 871, 158, 947]
master-text: In regard to the head master certain resolutions were passed, of which he will be duly notified. [642, 908, 787, 936]
grazing-text: The chairman and the finance committee were authorised to arrange with the bank for an overdraft to allow the claims in connection with the fire to be paid. [956, 365, 1101, 403]
livestock-intro: OUR PRESENT ENTRY for this Fixture consists of— [13, 277, 158, 297]
page-masthead: THE TEMUKA LEADER, SATURDAY, JANUARY 17, 1891. [7, 6, 1107, 26]
livestock-foot: Additional Entries received to hour of Sale. [13, 464, 158, 483]
divider [957, 552, 1101, 553]
agents-heading: AGENTS: [225, 616, 260, 626]
domain-continued: On the proposition of Mr Mundell his action was approved of. A vote of thanks was accorded the fire brigade for their services, and a donation of £5 to their funds passed. It was decided to give 1s 6d per hour for working at the fire during the day, and 2s per hour for night work. It was decided that the finance committee and Captain Walton should on the following morning go over the claims sent in. Captain Walton and Lieutenant Winsfield, of the fire brigade, who were present by request, drew attention to the fact that some of the employers of labor would not let their hands, who were members of the brigade, get away when the bell rang. If such was going to be the case, and the employers would not work with the brigade, the latter would have to fall through. Lieutenant Winsfield said that he had spoken to some of the other employers, and they had said that if the members of the board would not let their hands away to a fire they would not do so either. It was decided that the member of the board who refused to let his men away when the bell rang be written to and asked for a full explanation as to why he refused to allow his men to go to the fire when the bell rang. It was decided to call tenders for cutting into posts, stakes, and firewood, the trees cut down or injured while the fire was burning. The works committee and chairman to accept a tender at once. [956, 32, 1101, 352]
anglican-heading: ANGLICAN PICNIC. [835, 1158, 908, 1168]
picnic-heading: SCHOOL PICNIC. [683, 1013, 746, 1023]
news-item: SALVATION ARMY, TEMUKA.—Last Tuesday and Wednesday Major Vince and Captain Tennison paid a visit to the above. They were received by the soldiers and officers and led a fairly successful two nights' campaign, the attendance being fair. On Tuesday night Major Vince gave an account of a "Salvation Army Wedding." On Wednesday the subject was the new book just published by General Booth, "In Darkest England and the Way Out." Colonel Taylor, the head of the Army in New Zealand, is now making his farewell tour. [484, 195, 630, 328]
stock-desc: X-bred Ewes, Fat [38, 302, 95, 312]
overseer-heading: OVERSEER'S REPORT. [831, 450, 912, 460]
bell-text: The chairman stated the bell would be hung before the school re-opened. [642, 949, 787, 969]
